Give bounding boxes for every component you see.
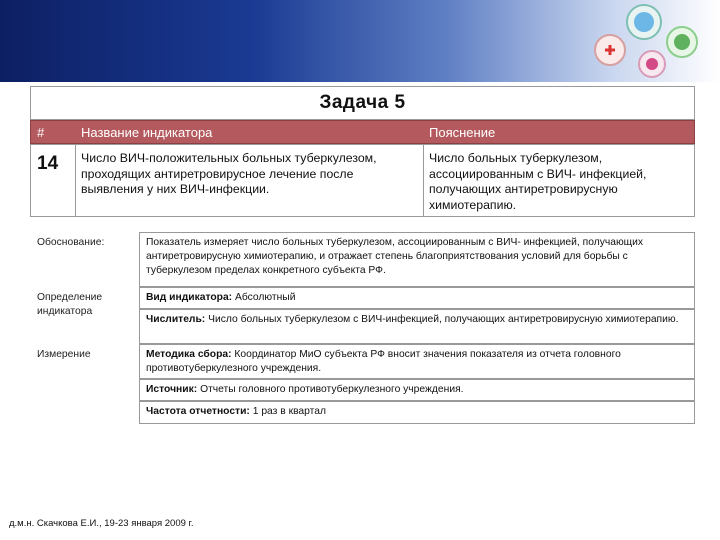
header-explanation: Пояснение [429,125,496,140]
justification-label: Обоснование: [37,237,105,248]
header-banner [0,0,720,82]
table-header [30,120,695,144]
reporting-frequency-value: 1 раз в квартал [252,406,326,417]
header-number: # [37,125,45,140]
header-indicator-name: Название индикатора [81,125,213,140]
column-divider [75,145,76,216]
collection-method-label: Методика сбора: [146,349,232,360]
measurement-section [30,344,695,424]
table-row [30,144,695,217]
numerator-value: Число больных туберкулезом с ВИЧ-инфекцией, получающих антиретровирусную химиотерапию. [208,314,679,325]
indicator-number: 14 [37,153,59,174]
numerator [139,309,695,344]
decorative-globes-logo [582,2,712,80]
justification-section [30,232,695,287]
justification-text: Показатель измеряет число больных туберкулезом, ассоциированным с ВИЧ- инфекцией, получающих антиретровирусную химиотерапию, и отражает степень благоприятствования условий для борьбы с туберкулезом пределах конкретного субъекта РФ. [139,232,695,287]
definition-label: Определение индикатора [37,292,103,317]
footer-author: д.м.н. Скачкова Е.И., 19-23 января 2009 г. [9,518,194,529]
measurement-label: Измерение [37,349,91,360]
data-source-label: Источник: [146,384,198,395]
data-source-value: Отчеты головного противотуберкулезного учреждения. [200,384,464,395]
data-source [139,379,695,401]
numerator-label: Числитель: [146,314,206,325]
indicator-type [139,287,695,309]
collection-method [139,344,695,379]
definition-section [30,287,695,344]
collection-method-value: Координатор МиО субъекта РФ вносит значения показателя из отчета головного противотуберкулезного учреждения. [146,349,621,374]
indicator-type-value: Абсолютный [234,292,296,303]
column-divider [423,145,424,216]
task-title-box [30,86,695,120]
reporting-frequency-label: Частота отчетности: [146,406,250,417]
indicator-name: Число ВИЧ-положительных больных туберкулезом, проходящих антиретровирусное лечение после выявления у них ВИЧ-инфекции. [81,151,377,196]
reporting-frequency [139,401,695,424]
indicator-explanation: Число больных туберкулезом, ассоциированным с ВИЧ- инфекцией, получающих антиретровирусную химиотерапию. [429,151,647,212]
task-title: Задача 5 [319,92,406,113]
indicator-type-label: Вид индикатора: [146,292,233,303]
